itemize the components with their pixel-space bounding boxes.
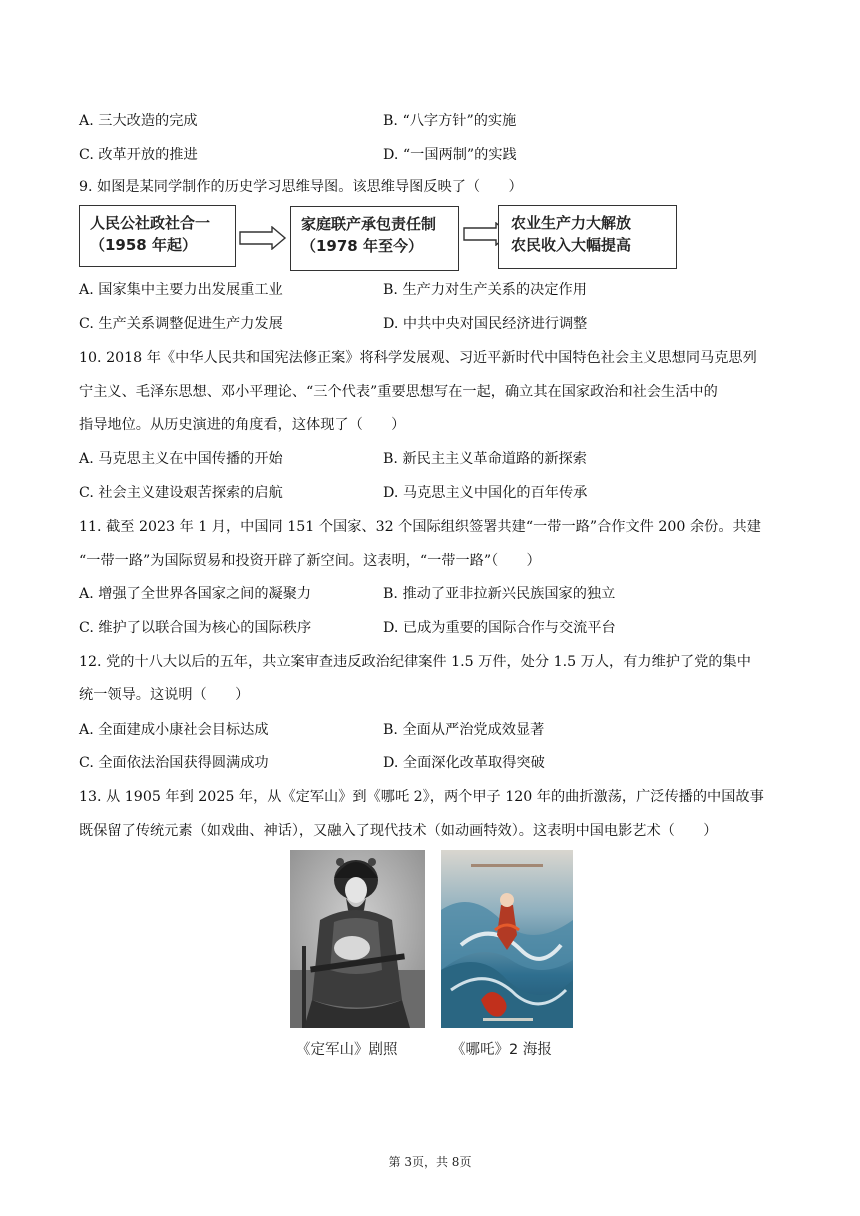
q9-option-a: A. 国家集中主要力出发展重工业 — [79, 282, 283, 298]
q9-stem: 9. 如图是某同学制作的历史学习思维导图。该思维导图反映了（ ） — [79, 179, 523, 195]
q10-option-d: D. 马克思主义中国化的百年传承 — [383, 485, 588, 501]
box2-line2: （1978 年至今） — [301, 237, 423, 255]
q10-stem-line2: 宁主义、毛泽东思想、邓小平理论、“三个代表”重要思想写在一起，确立其在国家政治和社会生活中的 — [79, 384, 718, 400]
q9-option-b: B. 生产力对生产关系的决定作用 — [383, 282, 587, 298]
box3-line2: 农民收入大幅提高 — [511, 236, 632, 254]
q12-option-c: C. 全面依法治国获得圆满成功 — [79, 755, 269, 771]
q10-option-b: B. 新民主主义革命道路的新探索 — [383, 451, 587, 467]
q11-option-d: D. 已成为重要的国际合作与交流平台 — [383, 620, 616, 636]
q8-option-a: A. 三大改造的完成 — [79, 113, 198, 129]
q12-option-b: B. 全面从严治党成效显著 — [383, 722, 545, 738]
q12-option-a: A. 全面建成小康社会目标达成 — [79, 722, 269, 738]
box1-line1: 人民公社政社合一 — [90, 214, 211, 232]
q8-option-b: B. “八字方针”的实施 — [383, 113, 517, 129]
box1-line2: （1958 年起） — [90, 236, 197, 254]
dingjunshan-still-photo — [290, 850, 425, 1028]
caption-nezha2: 《哪吒》2 海报 — [451, 1042, 552, 1058]
mindmap-box-result — [498, 205, 677, 269]
q11-option-c: C. 维护了以联合国为核心的国际秩序 — [79, 620, 312, 636]
q10-stem-line3: 指导地位。从历史演进的角度看，这体现了（ ） — [79, 417, 406, 433]
q10-option-a: A. 马克思主义在中国传播的开始 — [79, 451, 283, 467]
right-arrow-icon — [238, 226, 288, 250]
q11-option-a: A. 增强了全世界各国家之间的凝聚力 — [79, 586, 312, 602]
q12-option-d: D. 全面深化改革取得突破 — [383, 755, 545, 771]
q9-option-d: D. 中共中央对国民经济进行调整 — [383, 316, 588, 332]
box3-line1: 农业生产力大解放 — [511, 214, 632, 232]
q9-option-c: C. 生产关系调整促进生产力发展 — [79, 316, 283, 332]
q8-option-c: C. 改革开放的推进 — [79, 147, 198, 163]
caption-dingjunshan: 《定军山》剧照 — [296, 1042, 398, 1058]
q13-stem-line1: 13. 从 1905 年到 2025 年，从《定军山》到《哪吒 2》，两个甲子 120 年的曲折激荡，广泛传播的中国故事 — [79, 789, 764, 805]
nezha2-poster — [441, 850, 573, 1028]
q11-stem-line1: 11. 截至 2023 年 1 月，中国同 151 个国家、32 个国际组织签署共建“一带一路”合作文件 200 余份。共建 — [79, 519, 761, 535]
mindmap-box-contract — [290, 206, 459, 271]
mindmap-box-commune — [79, 205, 236, 267]
q8-option-d: D. “一国两制”的实践 — [383, 147, 517, 163]
q10-stem-line1: 10. 2018 年《中华人民共和国宪法修正案》将科学发展观、习近平新时代中国特色社会主义思想同马克思列 — [79, 350, 757, 366]
q12-stem-line1: 12. 党的十八大以后的五年，共立案审查违反政治纪律案件 1.5 万件，处分 1.5 万人，有力维护了党的集中 — [79, 654, 751, 670]
q11-option-b: B. 推动了亚非拉新兴民族国家的独立 — [383, 586, 616, 602]
page-footer: 第 3页，共 8页 — [388, 1155, 472, 1169]
q10-option-c: C. 社会主义建设艰苦探索的启航 — [79, 485, 283, 501]
box2-line1: 家庭联产承包责任制 — [301, 215, 437, 233]
q11-stem-line2: “一带一路”为国际贸易和投资开辟了新空间。这表明，“一带一路”（ ） — [79, 553, 541, 569]
q13-stem-line2: 既保留了传统元素（如戏曲、神话），又融入了现代技术（如动画特效）。这表明中国电影艺术（ ） — [79, 823, 718, 839]
q12-stem-line2: 统一领导。这说明（ ） — [79, 687, 250, 703]
